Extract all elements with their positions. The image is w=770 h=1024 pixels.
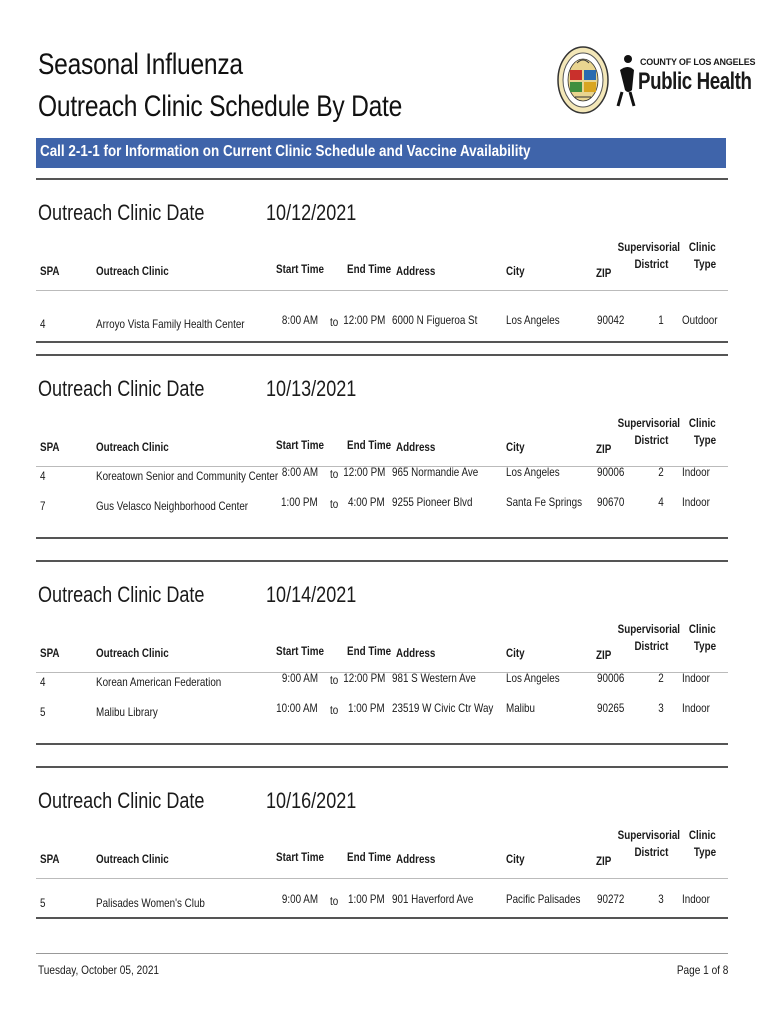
cell-zip: 90670 [596, 495, 624, 509]
cell-spa: 5 [40, 705, 46, 719]
cell-district: 2 [658, 465, 664, 479]
cell-city: Los Angeles [506, 671, 560, 685]
cell-clinic-name: Gus Velasco Neighborhood Center [96, 499, 249, 513]
table-row [36, 701, 728, 721]
col-header-district-line1: Supervisorial [617, 622, 680, 636]
col-header-zip: ZIP [596, 854, 612, 868]
header-divider [36, 878, 728, 879]
col-header-spa: SPA [40, 264, 60, 278]
cell-zip: 90006 [596, 671, 624, 685]
cell-address: 9255 Pioneer Blvd [392, 495, 473, 509]
cell-district: 1 [658, 313, 664, 327]
table-row [36, 892, 728, 912]
clinic-date: 10/13/2021 [266, 376, 357, 401]
title-line-2: Outreach Clinic Schedule By Date [38, 90, 403, 123]
title-line-1: Seasonal Influenza [38, 48, 243, 81]
cell-district: 3 [658, 892, 664, 906]
clinic-date-section [36, 560, 728, 745]
document-title [38, 44, 402, 128]
cell-to: to [330, 703, 339, 717]
cell-clinic-name: Palisades Women's Club [96, 896, 205, 910]
col-header-spa: SPA [40, 646, 60, 660]
col-header-start-time: Start Time [276, 850, 324, 864]
col-header-type-line1: Clinic [689, 828, 716, 842]
cell-address: 6000 N Figueroa St [392, 313, 478, 327]
col-header-end-time: End Time [347, 850, 392, 864]
section-bottom-rule [36, 743, 728, 745]
col-header-clinic: Outreach Clinic [96, 646, 169, 660]
cell-district: 4 [658, 495, 664, 509]
cell-clinic-name: Korean American Federation [96, 675, 222, 689]
cell-spa: 4 [40, 317, 46, 331]
table-row [36, 465, 728, 485]
col-header-type-line2: Type [693, 433, 716, 447]
date-label: Outreach Clinic Date [38, 582, 205, 607]
cell-clinic-name: Koreatown Senior and Community Center [96, 469, 279, 483]
clinic-date-section [36, 766, 728, 919]
cell-spa: 5 [40, 896, 46, 910]
col-header-start-time: Start Time [276, 644, 324, 658]
cell-start-time: 10:00 AM [276, 701, 318, 715]
col-header-city: City [506, 264, 525, 278]
cell-start-time: 1:00 PM [281, 495, 318, 509]
clinic-date-section [36, 178, 728, 343]
col-header-clinic: Outreach Clinic [96, 440, 169, 454]
county-seal-logo [557, 45, 609, 115]
col-header-address: Address [396, 440, 436, 454]
cell-city: Pacific Palisades [506, 892, 581, 906]
col-header-end-time: End Time [347, 438, 392, 452]
cell-zip: 90265 [596, 701, 624, 715]
person-figure-icon [616, 50, 638, 108]
col-header-address: Address [396, 646, 436, 660]
cell-to: to [330, 315, 339, 329]
col-header-spa: SPA [40, 852, 60, 866]
cell-clinic-type: Indoor [682, 495, 710, 509]
cell-district: 2 [658, 671, 664, 685]
col-header-zip: ZIP [596, 648, 612, 662]
col-header-address: Address [396, 264, 436, 278]
cell-end-time: 4:00 PM [348, 495, 385, 509]
cell-spa: 4 [40, 675, 46, 689]
footer-date: Tuesday, October 05, 2021 [38, 963, 160, 977]
col-header-district-line2: District [634, 433, 668, 447]
section-bottom-rule [36, 537, 728, 539]
col-header-type-line1: Clinic [689, 416, 716, 430]
date-label: Outreach Clinic Date [38, 200, 205, 225]
section-top-rule [36, 178, 728, 180]
cell-city: Los Angeles [506, 465, 560, 479]
logo-main-text: Public Health [638, 68, 752, 95]
col-header-type-line2: Type [693, 845, 716, 859]
cell-address: 965 Normandie Ave [392, 465, 479, 479]
col-header-type-line2: Type [693, 257, 716, 271]
logo-county-text: COUNTY OF LOS ANGELES [640, 57, 756, 67]
clinic-date-section [36, 354, 728, 539]
col-header-district-line1: Supervisorial [617, 416, 680, 430]
cell-zip: 90042 [596, 313, 624, 327]
col-header-clinic: Outreach Clinic [96, 264, 169, 278]
cell-start-time: 9:00 AM [281, 671, 318, 685]
col-header-spa: SPA [40, 440, 60, 454]
cell-clinic-type: Indoor [682, 892, 710, 906]
col-header-district-line1: Supervisorial [617, 828, 680, 842]
cell-to: to [330, 467, 339, 481]
col-header-start-time: Start Time [276, 438, 324, 452]
col-header-district-line2: District [634, 639, 668, 653]
table-row [36, 495, 728, 515]
col-header-type-line1: Clinic [689, 622, 716, 636]
cell-end-time: 12:00 PM [342, 313, 385, 327]
col-header-city: City [506, 440, 525, 454]
cell-district: 3 [658, 701, 664, 715]
cell-clinic-name: Arroyo Vista Family Health Center [96, 317, 245, 331]
cell-start-time: 9:00 AM [281, 892, 318, 906]
col-header-end-time: End Time [347, 644, 392, 658]
cell-zip: 90272 [596, 892, 624, 906]
footer-divider [36, 953, 728, 954]
cell-address: 981 S Western Ave [392, 671, 476, 685]
cell-end-time: 1:00 PM [348, 892, 385, 906]
cell-city: Los Angeles [506, 313, 560, 327]
col-header-zip: ZIP [596, 442, 612, 456]
col-header-start-time: Start Time [276, 262, 324, 276]
col-header-type-line1: Clinic [689, 240, 716, 254]
cell-start-time: 8:00 AM [281, 313, 318, 327]
clinic-date: 10/16/2021 [266, 788, 357, 813]
info-banner [36, 138, 726, 168]
table-row [36, 671, 728, 691]
clinic-date: 10/12/2021 [266, 200, 357, 225]
cell-clinic-type: Indoor [682, 465, 710, 479]
section-bottom-rule [36, 917, 728, 919]
cell-to: to [330, 673, 339, 687]
cell-clinic-type: Indoor [682, 671, 710, 685]
cell-city: Malibu [506, 701, 535, 715]
banner-text: Call 2-1-1 for Information on Current Clinic Schedule and Vaccine Availability [40, 143, 531, 160]
col-header-district-line2: District [634, 845, 668, 859]
cell-clinic-name: Malibu Library [96, 705, 158, 719]
footer-page-number: Page 1 of 8 [676, 963, 728, 977]
col-header-city: City [506, 852, 525, 866]
cell-to: to [330, 497, 339, 511]
section-top-rule [36, 560, 728, 562]
col-header-district-line1: Supervisorial [617, 240, 680, 254]
cell-zip: 90006 [596, 465, 624, 479]
cell-end-time: 12:00 PM [342, 465, 385, 479]
col-header-district-line2: District [634, 257, 668, 271]
cell-start-time: 8:00 AM [281, 465, 318, 479]
section-top-rule [36, 354, 728, 356]
col-header-city: City [506, 646, 525, 660]
public-health-logo [616, 50, 756, 108]
cell-spa: 7 [40, 499, 46, 513]
cell-end-time: 12:00 PM [342, 671, 385, 685]
col-header-address: Address [396, 852, 436, 866]
col-header-end-time: End Time [347, 262, 392, 276]
table-row [36, 313, 728, 333]
header-divider [36, 290, 728, 291]
cell-spa: 4 [40, 469, 46, 483]
cell-address: 23519 W Civic Ctr Way [392, 701, 494, 715]
cell-clinic-type: Outdoor [682, 313, 718, 327]
cell-end-time: 1:00 PM [348, 701, 385, 715]
cell-city: Santa Fe Springs [506, 495, 583, 509]
cell-address: 901 Haverford Ave [392, 892, 474, 906]
clinic-date: 10/14/2021 [266, 582, 357, 607]
col-header-type-line2: Type [693, 639, 716, 653]
col-header-clinic: Outreach Clinic [96, 852, 169, 866]
col-header-zip: ZIP [596, 266, 612, 280]
cell-clinic-type: Indoor [682, 701, 710, 715]
cell-to: to [330, 894, 339, 908]
section-bottom-rule [36, 341, 728, 343]
section-top-rule [36, 766, 728, 768]
date-label: Outreach Clinic Date [38, 376, 205, 401]
date-label: Outreach Clinic Date [38, 788, 205, 813]
